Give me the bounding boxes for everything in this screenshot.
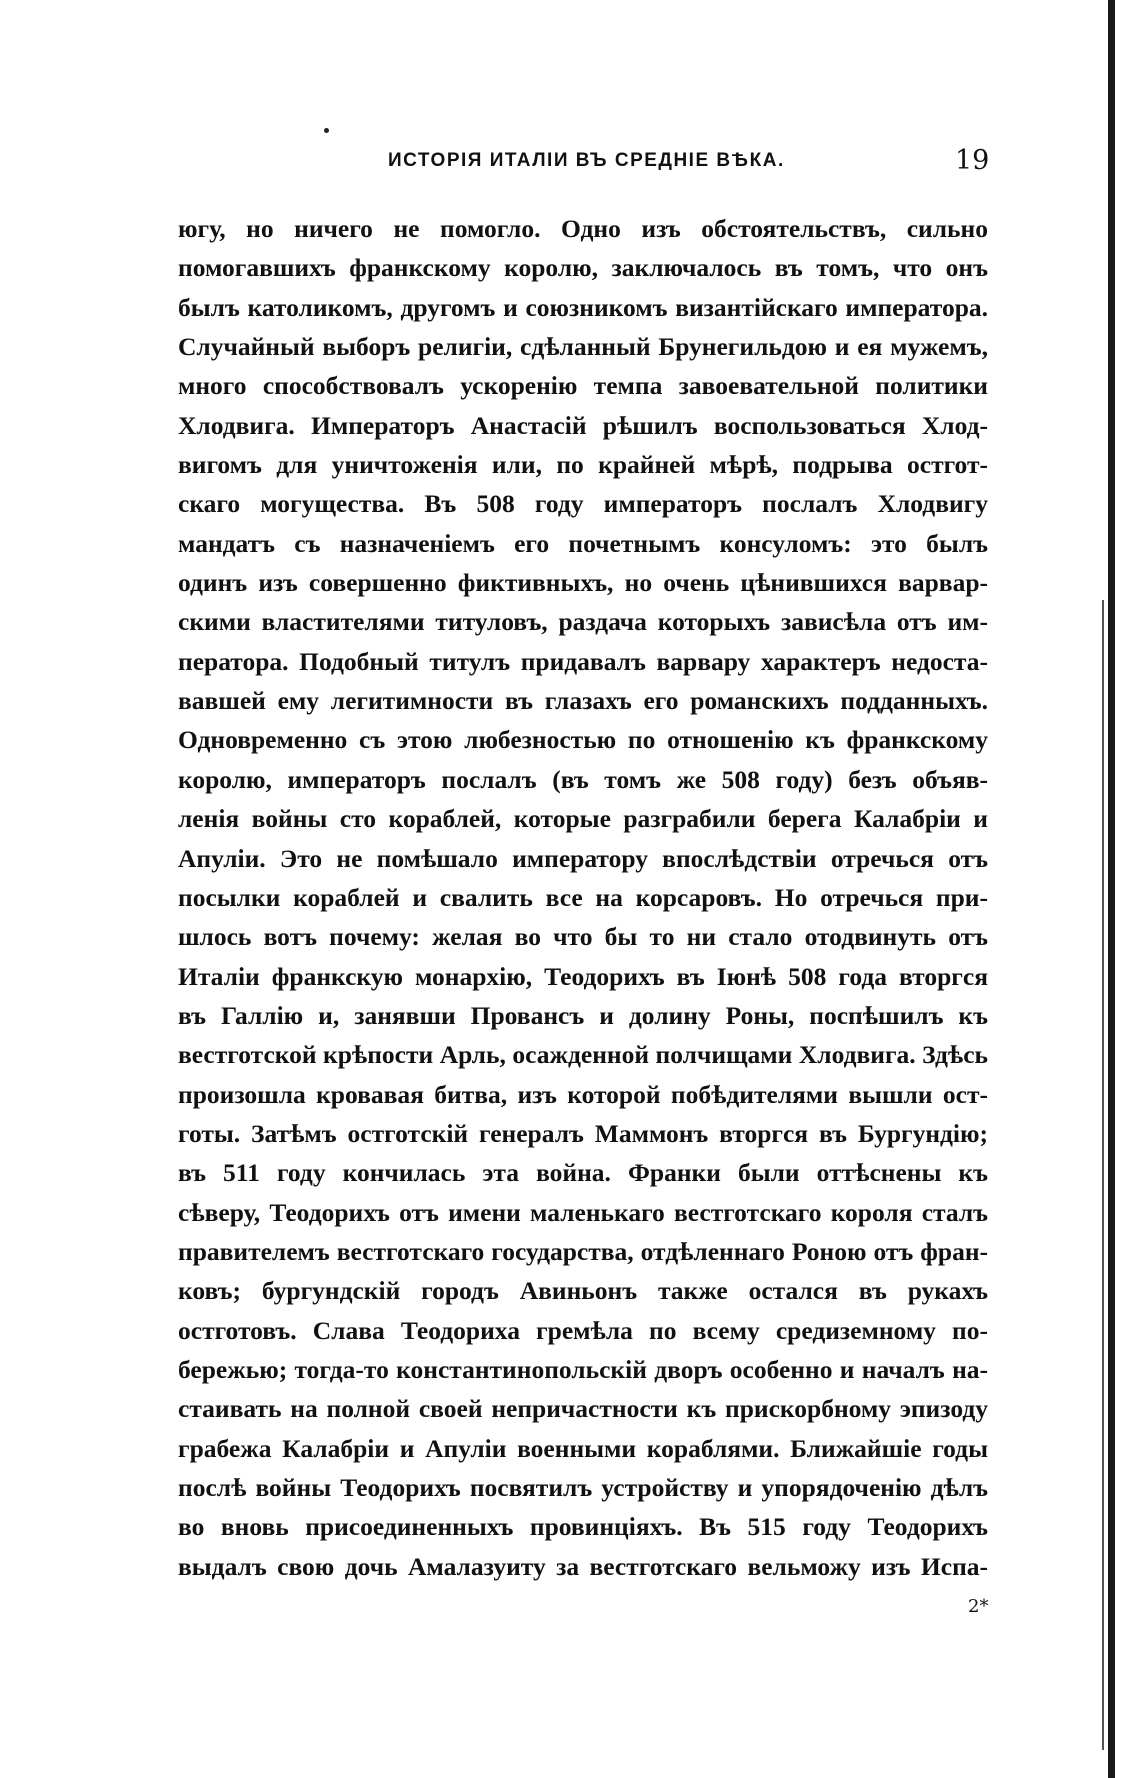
text-line: во вновь присоединенныхъ провинціяхъ. Въ 515 году Теодорихъ [178, 1512, 988, 1542]
text-line: скими властителями титуловъ, раздача которыхъ зависѣла отъ им- [178, 607, 988, 637]
text-line: помогавшихъ франкскому королю, заключалось въ томъ, что онъ [178, 253, 988, 283]
text-line: ковъ; бургундскій городъ Авиньонъ также остался въ рукахъ [178, 1276, 988, 1306]
text-line: остготовъ. Слава Теодориха гремѣла по всему средиземному по- [178, 1315, 988, 1345]
text-line: вавшей ему легитимности въ глазахъ его романскихъ подданныхъ. [178, 686, 988, 716]
text-line: посылки кораблей и свалить все на корсаровъ. Но отречься при- [178, 882, 988, 912]
scan-edge-shadow [1102, 600, 1104, 1750]
text-line: скаго могущества. Въ 508 году императоръ послалъ Хлодвигу [178, 489, 988, 519]
text-line: бережью; тогда-то константинопольскій дворъ особенно и началъ на- [178, 1354, 988, 1384]
text-line: Италіи франкскую монархію, Теодорихъ въ Іюнѣ 508 года вторгся [178, 961, 988, 991]
scan-edge-border [1108, 0, 1115, 1778]
text-line: сѣверу, Теодорихъ отъ имени маленькаго вестготскаго короля сталъ [178, 1197, 988, 1227]
text-line: вигомъ для уничтоженія или, по крайней мѣрѣ, подрыва остгот- [178, 450, 988, 480]
body-text [178, 209, 988, 1586]
text-line: мандатъ съ назначеніемъ его почетнымъ консуломъ: это былъ [178, 528, 988, 558]
text-line: былъ католикомъ, другомъ и союзникомъ византійскаго императора. [178, 292, 988, 322]
text-line: произошла кровавая битва, изъ которой побѣдителями вышли ост- [178, 1079, 988, 1109]
text-line: правителемъ вестготскаго государства, отдѣленнаго Роною отъ фран- [178, 1236, 988, 1266]
text-line: вестготской крѣпости Арль, осажденной полчищами Хлодвига. Здѣсь [178, 1040, 988, 1070]
text-line: Хлодвига. Императоръ Анастасій рѣшилъ воспользоваться Хлод- [178, 410, 988, 440]
print-speck [324, 128, 329, 133]
text-line: въ 511 году кончилась эта война. Франки были оттѣснены къ [178, 1158, 988, 1188]
text-line: одинъ изъ совершенно фиктивныхъ, но очень цѣнившихся варвар- [178, 568, 988, 598]
text-line: стаивать на полной своей непричастности къ прискорбному эпизоду [178, 1394, 988, 1424]
text-line: королю, императоръ послалъ (въ томъ же 508 году) безъ объяв- [178, 764, 988, 794]
text-line: грабежа Калабріи и Апуліи военными кораблями. Ближайшіе годы [178, 1433, 988, 1463]
text-line: въ Галлію и, занявши Провансъ и долину Роны, поспѣшилъ къ [178, 1000, 988, 1030]
text-line: ленія войны сто кораблей, которые разграбили берега Калабріи и [178, 804, 988, 834]
running-head: ИСТОРІЯ ИТАЛІИ ВЪ СРЕДНІЕ ВѢКА. [388, 150, 785, 171]
page-number: 19 [955, 145, 990, 176]
text-line: выдалъ свою дочь Амалазуиту за вестготскаго вельможу изъ Испа- [178, 1551, 988, 1581]
signature-mark: 2* [968, 1596, 989, 1617]
text-line: югу, но ничего не помогло. Одно изъ обстоятельствъ, сильно [178, 214, 988, 243]
text-line: ператора. Подобный титулъ придавалъ варвару характеръ недоста- [178, 646, 988, 676]
text-line: много способствовалъ ускоренію темпа завоевательной политики [178, 371, 988, 401]
text-line: Одновременно съ этою любезностью по отношенію къ франкскому [178, 725, 988, 755]
text-line: готы. Затѣмъ остготскій генералъ Маммонъ вторгся въ Бургундію; [178, 1118, 988, 1148]
text-line: Случайный выборъ религіи, сдѣланный Брунегильдою и ея мужемъ, [178, 332, 988, 362]
text-line: послѣ войны Теодорихъ посвятилъ устройству и упорядоченію дѣлъ [178, 1473, 988, 1502]
text-line: Апуліи. Это не помѣшало императору впослѣдствіи отречься отъ [178, 843, 988, 873]
text-line: шлось вотъ почему: желая во что бы то ни стало отодвинуть отъ [178, 922, 988, 952]
